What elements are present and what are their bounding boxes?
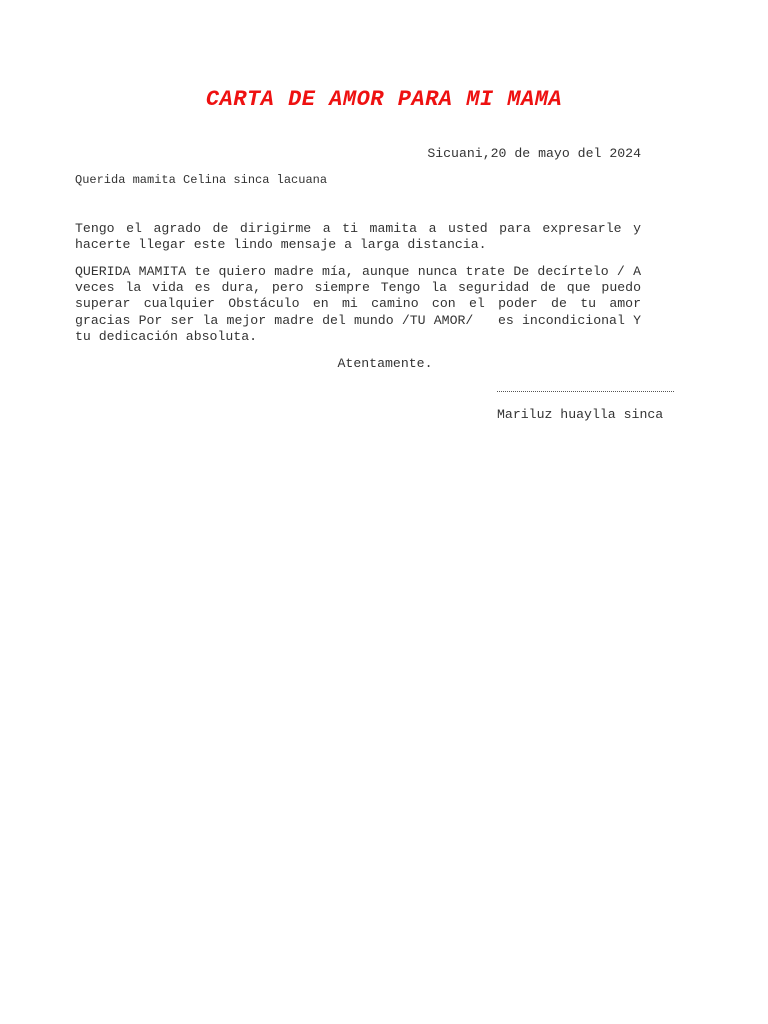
greeting: Querida mamita Celina sinca lacuana xyxy=(75,173,328,187)
paragraph-intro: Tengo el agrado de dirigirme a ti mamita a usted para expresarle y hacerte llegar este lindo mensaje a larga distancia. xyxy=(75,221,641,253)
letter-title: CARTA DE AMOR PARA MI MAMA xyxy=(205,87,563,112)
place-date: Sicuani,20 de mayo del 2024 xyxy=(427,146,641,161)
paragraph-message: QUERIDA MAMITA te quiero madre mía, aunque nunca trate De decírtelo / A veces la vida es dura, pero siempre Tengo la seguridad de que puedo superar cualquier Obstáculo en mi camino con el poder de tu amor gracias Por ser la mejor madre del mundo /TU AMOR/ es incondicional Y tu dedicación absoluta. xyxy=(75,264,649,344)
signature-line xyxy=(497,391,674,392)
signature-name: Mariluz huaylla sinca xyxy=(497,407,664,422)
closing: Atentamente. xyxy=(337,356,433,371)
